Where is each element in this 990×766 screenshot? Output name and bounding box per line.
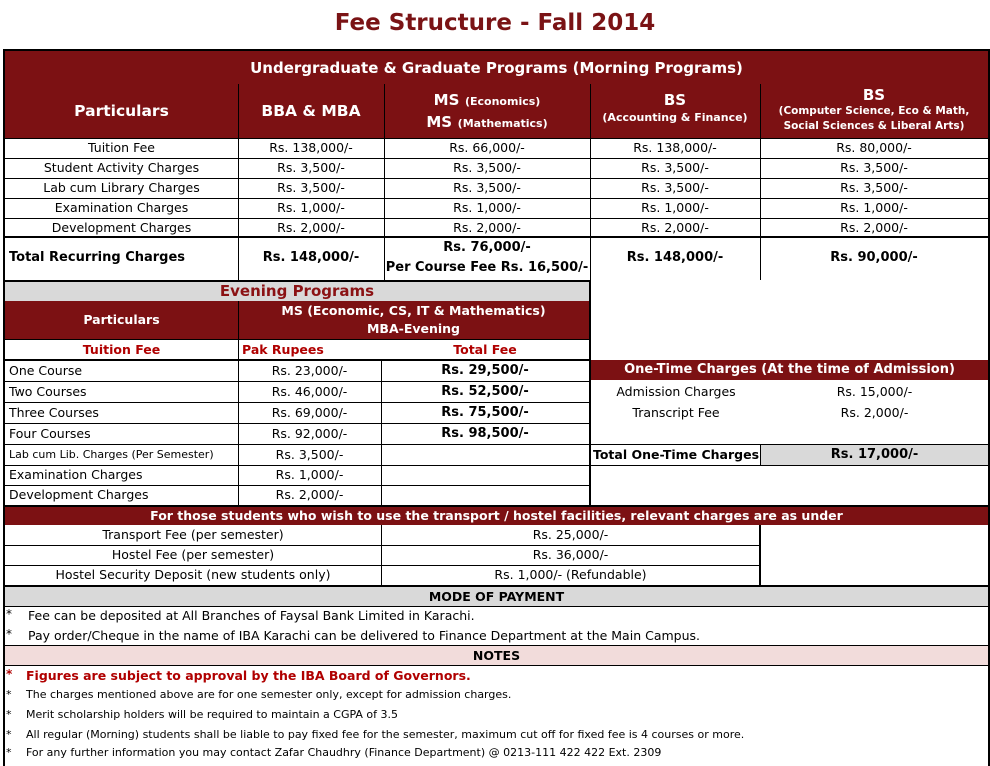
total-ms xyxy=(384,237,590,279)
evening-row-label: Development Charges xyxy=(9,487,149,502)
bs1-label: BS xyxy=(663,91,687,109)
grid-line xyxy=(381,360,382,505)
total-bs1: Rs. 148,000/- xyxy=(626,250,724,265)
row-label: Examination Charges xyxy=(54,200,189,215)
cell-ms: Rs. 1,000/- xyxy=(453,200,521,215)
header-bba-mba: BBA & MBA xyxy=(238,84,384,138)
grid-line xyxy=(238,301,239,505)
one-time-value: Rs. 15,000/- xyxy=(836,383,913,399)
bullet-icon: * xyxy=(6,688,12,701)
bs2-sub: (Computer Science, Eco & Math, Social Sciences & Liberal Arts) xyxy=(778,105,970,132)
bullet-icon: * xyxy=(6,746,12,759)
ms-label-2: MS xyxy=(426,113,453,131)
grid-line xyxy=(590,84,591,280)
bs2-label: BS xyxy=(862,86,886,104)
grid-line xyxy=(5,423,590,424)
cell-bs2: Rs. 2,000/- xyxy=(840,219,908,235)
evening-total: Rs. 52,500/- xyxy=(441,383,529,399)
grid-line xyxy=(5,198,988,199)
grid-line xyxy=(238,84,239,280)
evening-total xyxy=(381,465,589,485)
grid-line xyxy=(5,545,761,546)
cell-bs2: Rs. 3,500/- xyxy=(840,160,908,175)
total-ms-line2: Per Course Fee Rs. 16,500/- xyxy=(385,260,589,275)
evening-particulars: Particulars xyxy=(5,301,238,339)
transport-label: Transport Fee (per semester) xyxy=(102,527,284,542)
evening-program xyxy=(238,301,589,339)
transport-value: Rs. 1,000/- (Refundable) xyxy=(494,567,647,582)
payment-item: Fee can be deposited at All Branches of Faysal Bank Limited in Karachi. xyxy=(28,608,475,623)
col-total-fee: Total Fee xyxy=(453,342,517,357)
cell-bba: Rs. 138,000/- xyxy=(269,140,353,155)
one-time-label: Transcript Fee xyxy=(632,404,720,420)
transport-label: Hostel Fee (per semester) xyxy=(111,547,275,562)
transport-label: Hostel Security Deposit (new students only) xyxy=(55,567,331,582)
cell-ms: Rs. 3,500/- xyxy=(453,180,521,195)
transport-banner: For those students who wish to use the transport / hostel facilities, relevant charges are as under xyxy=(5,506,988,525)
grid-line xyxy=(5,381,590,382)
one-time-total-value: Rs. 17,000/- xyxy=(761,444,988,465)
evening-total xyxy=(381,444,589,465)
grid-line xyxy=(5,505,988,507)
cell-bs2: Rs. 80,000/- xyxy=(836,140,912,155)
evening-pak: Rs. 46,000/- xyxy=(271,383,348,399)
notes-item: Merit scholarship holders will be required to maintain a CGPA of 3.5 xyxy=(26,708,399,721)
grid-line xyxy=(5,565,761,566)
total-bs2: Rs. 90,000/- xyxy=(830,250,918,265)
grid-line xyxy=(5,402,590,403)
grid-line xyxy=(5,485,590,486)
grid-line xyxy=(5,218,988,219)
cell-bba: Rs. 3,500/- xyxy=(277,180,345,195)
notes-item: All regular (Morning) students shall be liable to pay fixed fee for the semester, maximum cut off for fixed fee is 4 courses or more. xyxy=(26,728,745,741)
evening-row-label: Examination Charges xyxy=(9,467,143,482)
evening-pak: Rs. 3,500/- xyxy=(275,446,344,462)
notes-header: NOTES xyxy=(5,646,988,665)
grid-line xyxy=(5,606,988,607)
grid-line xyxy=(5,665,988,666)
evening-row-label: Three Courses xyxy=(9,404,99,420)
one-time-value: Rs. 2,000/- xyxy=(840,404,909,420)
cell-bba: Rs. 3,500/- xyxy=(277,160,345,175)
evening-program-line2: MBA-Evening xyxy=(366,321,461,336)
morning-banner: Undergraduate & Graduate Programs (Morning Programs) xyxy=(5,51,988,84)
cell-bba: Rs. 2,000/- xyxy=(277,219,345,235)
evening-row-label: One Course xyxy=(9,362,83,378)
evening-total: Rs. 75,500/- xyxy=(441,404,529,420)
ms-label-1: MS xyxy=(433,91,460,109)
grid-line xyxy=(760,444,761,465)
grid-line xyxy=(5,339,590,340)
col-tuition-fee: Tuition Fee xyxy=(82,342,161,357)
ms-sub-2: (Mathematics) xyxy=(457,117,548,130)
page-title: Fee Structure - Fall 2014 xyxy=(334,10,656,36)
notes-highlight: Figures are subject to approval by the IBA Board of Governors. xyxy=(26,668,471,683)
ms-sub-1: (Economics) xyxy=(464,95,541,108)
bullet-icon: * xyxy=(6,667,13,681)
grid-line xyxy=(591,444,988,445)
notes-item: The charges mentioned above are for one semester only, except for admission charges. xyxy=(26,688,512,701)
cell-ms: Rs. 2,000/- xyxy=(453,219,521,235)
bullet-icon: * xyxy=(6,708,12,721)
transport-value: Rs. 36,000/- xyxy=(532,547,609,562)
payment-header: MODE OF PAYMENT xyxy=(5,587,988,606)
grid-line xyxy=(384,84,385,280)
evening-banner: Evening Programs xyxy=(5,281,589,301)
cell-bs2: Rs. 3,500/- xyxy=(840,180,908,195)
grid-line xyxy=(5,158,988,159)
grid-line xyxy=(5,138,988,139)
notes-item: For any further information you may contact Zafar Chaudhry (Finance Department) @ 0213-111 422 422 Ext. 2309 xyxy=(26,746,662,759)
cell-bs1: Rs. 138,000/- xyxy=(633,140,717,155)
one-time-label: Admission Charges xyxy=(616,383,736,399)
evening-pak: Rs. 2,000/- xyxy=(275,487,344,502)
grid-line xyxy=(5,444,590,445)
total-ms-line1: Rs. 76,000/- xyxy=(443,240,531,255)
evening-pak: Rs. 1,000/- xyxy=(275,467,344,482)
grid-line xyxy=(759,525,761,586)
evening-pak: Rs. 92,000/- xyxy=(271,425,348,441)
grid-line xyxy=(381,525,382,585)
payment-item: Pay order/Cheque in the name of IBA Karachi can be delivered to Finance Department at the Main Campus. xyxy=(28,628,700,643)
grid-line xyxy=(760,84,761,280)
grid-line xyxy=(5,236,988,238)
one-time-total-label: Total One-Time Charges xyxy=(592,446,760,462)
row-label: Development Charges xyxy=(51,219,192,235)
col-pak-rupees: Pak Rupees xyxy=(242,342,324,357)
evening-row-label: Two Courses xyxy=(9,383,87,399)
grid-line xyxy=(5,280,590,282)
header-particulars: Particulars xyxy=(5,84,238,138)
one-time-banner: One-Time Charges (At the time of Admission) xyxy=(591,360,988,380)
grid-line xyxy=(5,359,590,361)
cell-bs1: Rs. 3,500/- xyxy=(641,160,709,175)
evening-total: Rs. 98,500/- xyxy=(441,425,529,441)
total-bba: Rs. 148,000/- xyxy=(262,250,360,265)
header-bs-accounting xyxy=(590,84,760,138)
cell-bs1: Rs. 1,000/- xyxy=(641,200,709,215)
row-label: Student Activity Charges xyxy=(43,160,200,175)
evening-row-label: Four Courses xyxy=(9,425,91,441)
evening-total xyxy=(381,485,589,505)
cell-bba: Rs. 1,000/- xyxy=(277,200,345,215)
cell-bs2: Rs. 1,000/- xyxy=(840,200,908,215)
grid-line xyxy=(5,178,988,179)
grid-line xyxy=(5,465,590,466)
cell-bs1: Rs. 3,500/- xyxy=(641,180,709,195)
row-label: Tuition Fee xyxy=(88,140,155,155)
cell-ms: Rs. 66,000/- xyxy=(449,140,525,155)
bullet-icon: * xyxy=(6,627,12,641)
grid-line xyxy=(591,465,988,466)
cell-bs1: Rs. 2,000/- xyxy=(641,219,709,235)
evening-total: Rs. 29,500/- xyxy=(441,362,529,378)
bs1-sub: (Accounting & Finance) xyxy=(602,111,748,124)
evening-pak: Rs. 69,000/- xyxy=(271,404,348,420)
evening-row-label: Lab cum Lib. Charges (Per Semester) xyxy=(9,447,214,461)
header-ms xyxy=(384,84,590,138)
cell-ms: Rs. 3,500/- xyxy=(453,160,521,175)
evening-program-line1: MS (Economic, CS, IT & Mathematics) xyxy=(281,303,546,318)
transport-value: Rs. 25,000/- xyxy=(532,527,609,542)
header-bs-cs xyxy=(760,84,988,138)
evening-pak: Rs. 23,000/- xyxy=(271,362,348,378)
row-label: Lab cum Library Charges xyxy=(43,180,200,195)
total-recurring-label: Total Recurring Charges xyxy=(9,250,186,265)
bullet-icon: * xyxy=(6,607,12,621)
bullet-icon: * xyxy=(6,728,12,741)
